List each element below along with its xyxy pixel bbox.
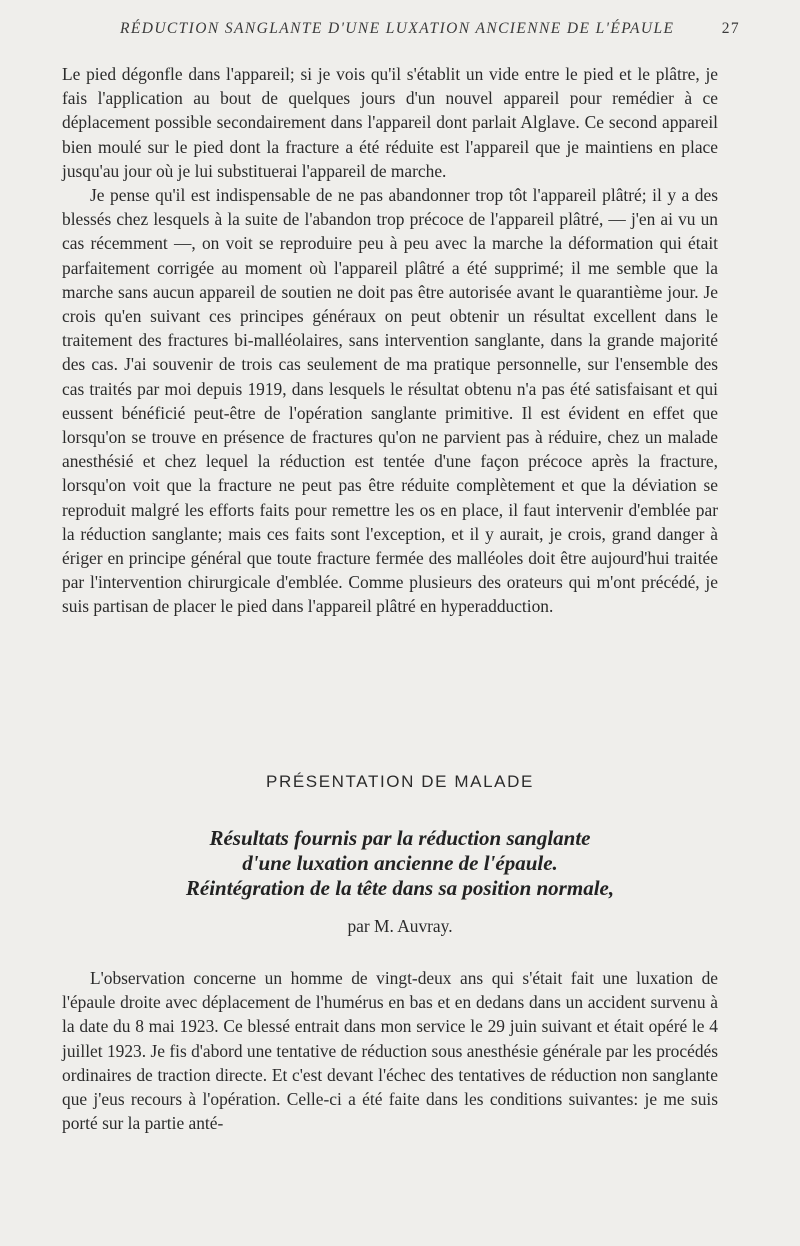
page-number: 27 — [721, 20, 740, 37]
article-title — [0, 826, 800, 901]
running-title: RÉDUCTION SANGLANTE D'UNE LUXATION ANCIENNE DE L'ÉPAULE — [120, 20, 675, 37]
article-body — [62, 966, 718, 1135]
paragraph: L'observation concerne un homme de vingt-deux ans qui s'était fait une luxation de l'épaule droite avec déplacement de l'humérus en bas et en dedans dans un accident survenu à la date du 8 mai 1923. Ce blessé entrait dans mon service le 29 juin suivant et était opéré le 4 juillet 1923. Je fis d'abord une tentative de réduction sous anesthésie générale par les procédés ordinaires de traction directe. Et c'est devant l'échec des tentatives de réduction non sanglante que j'eus recours à l'opération. Celle-ci a été faite dans les conditions suivantes: je me suis porté sur la partie anté- — [62, 968, 718, 1134]
article-title-line: Résultats fournis par la réduction sanglante — [209, 826, 591, 850]
article-title-line: Réintégration de la tête dans sa position normale, — [185, 876, 615, 900]
author-byline: par M. Auvray. — [347, 916, 453, 936]
paragraph: Je pense qu'il est indispensable de ne pas abandonner trop tôt l'appareil plâtré; il y a des blessés chez lesquels à la suite de l'abandon trop précoce de l'appareil plâtré, — j'en ai vu un cas récemment —, on voit se reproduire peu à peu avec la marche la déformation qui était parfaitement corrigée au moment où l'appareil plâtré a été supprimé; il me semble que la marche sans aucun appareil de soutien ne doit pas être autorisée avant le quarantième jour. Je crois qu'en suivant ces principes généraux on peut obtenir un résultat excellent dans le traitement des fractures bi-malléolaires, sans intervention sanglante, dans la grande majorité des cas. J'ai souvenir de trois cas seulement de ma pratique personnelle, sur l'ensemble des cas traités par moi depuis 1919, dans lesquels le résultat obtenu n'a pas été satisfaisant et qui eussent bénéficié peut-être de l'opération sanglante primitive. Il est évident en effet que lorsqu'on se trouve en présence de fractures qu'on ne parvient pas à réduire, chez un malade anesthésié et chez lequel la réduction est tentée d'une façon précoce après la fracture, lorsqu'on voit que la fracture ne peut pas être réduite complètement et que la déviation se reproduit malgré les efforts faits pour remettre les os en place, il faut intervenir d'emblée par la réduction sanglante; mais ces faits sont l'exception, et il y aurait, je crois, grand danger à ériger en principe général que toute fracture fermée des malléoles doit être aujourd'hui traitée par l'intervention chirurgicale d'emblée. Comme plusieurs des orateurs qui m'ont précédé, je suis partisan de placer le pied dans l'appareil plâtré en hyperadduction. — [62, 185, 718, 617]
paragraph: Le pied dégonfle dans l'appareil; si je vois qu'il s'établit un vide entre le pied et le plâtre, je fais l'application au bout de quelques jours d'un nouvel appareil pour remédier à ce déplacement possible secondairement dans l'appareil dont parlait Alglave. Ce second appareil bien moulé sur le pied dont la fracture a été réduite est l'appareil que je maintiens en place jusqu'au jour où je lui substituerai l'appareil de marche. — [62, 64, 718, 181]
article-title-line: d'une luxation ancienne de l'épaule. — [242, 851, 558, 875]
body-text — [62, 62, 718, 619]
section-heading: PRÉSENTATION DE MALADE — [266, 772, 534, 791]
